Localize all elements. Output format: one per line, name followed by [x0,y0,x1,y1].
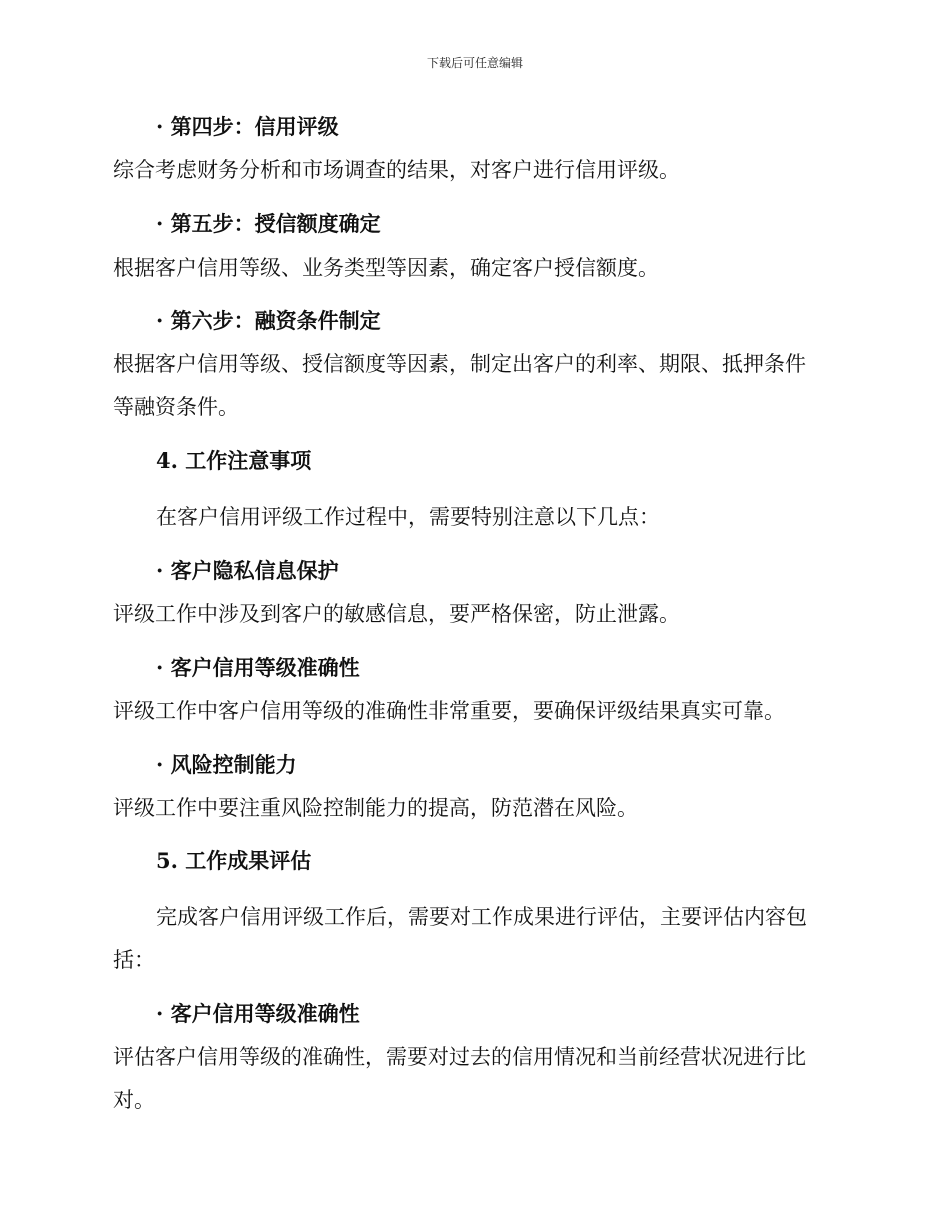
step4-para: 综合考虑财务分析和市场调查的结果，对客户进行信用评级。 [113,158,680,182]
step5-heading: · 第五步：授信额度确定 [156,211,381,236]
step6-para-line1: 根据客户信用等级、授信额度等因素，制定出客户的利率、期限、抵押条件 [113,352,806,376]
privacy-para: 评级工作中涉及到客户的敏感信息，要严格保密，防止泄露。 [113,602,680,626]
section5-heading: 5. 工作成果评估 [156,848,312,873]
step5-para: 根据客户信用等级、业务类型等因素，确定客户授信额度。 [113,256,659,280]
section4-heading: 4. 工作注意事项 [156,448,312,473]
eval-accuracy-para-line2: 对。 [113,1088,155,1112]
eval-accuracy-para-line1: 评估客户信用等级的准确性，需要对过去的信用情况和当前经营状况进行比 [113,1045,806,1069]
accuracy-heading: · 客户信用等级准确性 [156,655,360,680]
risk-heading: · 风险控制能力 [156,752,297,777]
step4-heading: · 第四步：信用评级 [156,114,339,139]
section5-intro-line2: 括： [113,948,155,972]
accuracy-para: 评级工作中客户信用等级的准确性非常重要，要确保评级结果真实可靠。 [113,699,785,723]
eval-accuracy-heading: · 客户信用等级准确性 [156,1001,360,1026]
section4-intro: 在客户信用评级工作过程中，需要特别注意以下几点： [156,505,660,529]
page-header: 下载后可任意编辑 [426,56,523,70]
step6-para-line2: 等融资条件。 [113,395,239,419]
privacy-heading: · 客户隐私信息保护 [156,558,339,583]
step6-heading: · 第六步：融资条件制定 [156,308,381,333]
risk-para: 评级工作中要注重风险控制能力的提高，防范潜在风险。 [113,796,638,820]
section5-intro-line1: 完成客户信用评级工作后，需要对工作成果进行评估，主要评估内容包 [156,905,807,929]
